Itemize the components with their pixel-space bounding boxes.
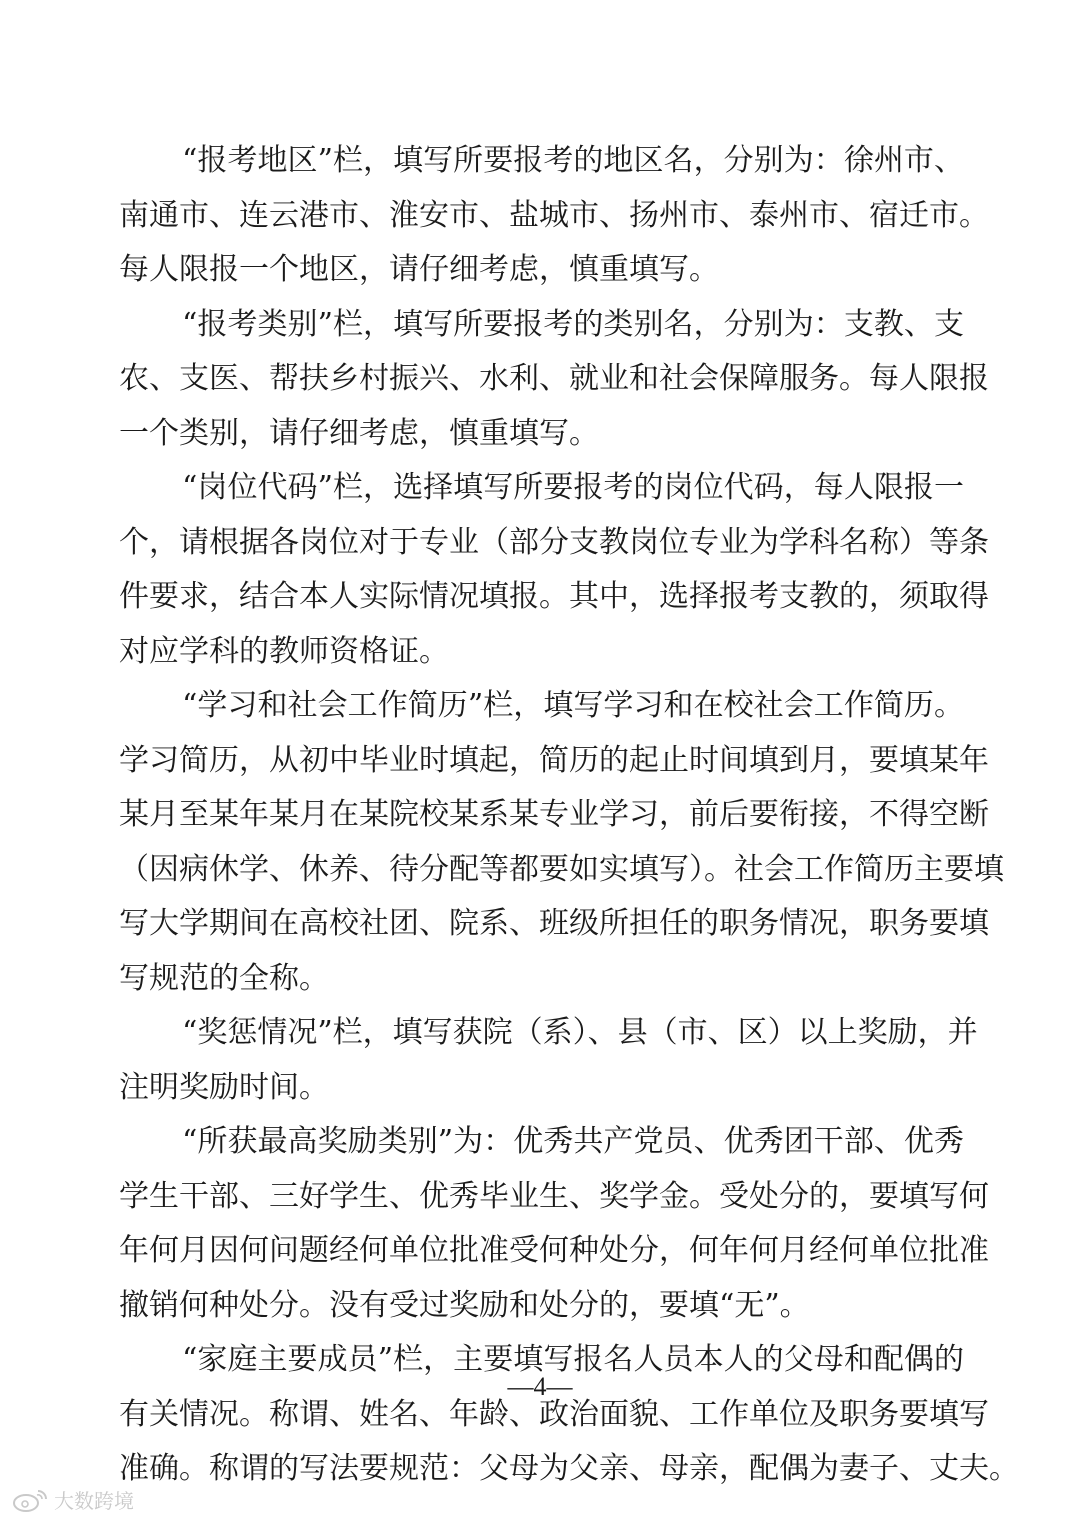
paragraph-line: “家庭主要成员”栏，主要填写报名人员本人的父母和配偶的 bbox=[182, 1342, 964, 1377]
paragraph-highest-award bbox=[119, 1115, 989, 1333]
paragraph-line: 有关情况。称谓、姓名、年龄、政治面貌、工作单位及职务要填写 bbox=[119, 1396, 989, 1432]
paragraph-line: 学习简历，从初中毕业时填起，简历的起止时间填到月，要填某年 bbox=[119, 742, 989, 778]
paragraph-line: “岗位代码”栏，选择填写所要报考的岗位代码，每人限报一 bbox=[182, 470, 964, 505]
paragraph-line: 写规范的全称。 bbox=[119, 960, 329, 996]
paragraph-line: 注明奖励时间。 bbox=[119, 1069, 329, 1105]
paragraph-line: 撤销何种处分。没有受过奖励和处分的，要填“无”。 bbox=[119, 1287, 810, 1323]
paragraph-line: 准确。称谓的写法要规范：父母为父亲、母亲，配偶为妻子、丈夫。 bbox=[119, 1451, 1019, 1486]
paragraph-line: “所获最高奖励类别”为：优秀共产党员、优秀团干部、优秀 bbox=[182, 1124, 964, 1159]
paragraph-region bbox=[119, 134, 989, 298]
paragraph-position-code bbox=[119, 461, 989, 679]
paragraph-line: 每人限报一个地区，请仔细考虑，慎重填写。 bbox=[119, 252, 719, 287]
paragraph-line: 年何月因何问题经何单位批准受何种处分，何年何月经何单位批准 bbox=[119, 1233, 989, 1268]
paragraph-rewards bbox=[119, 1006, 978, 1115]
paragraph-line: “报考类别”栏，填写所要报考的类别名，分别为：支教、支 bbox=[182, 306, 964, 342]
paragraph-line: “奖惩情况”栏，填写获院（系）、县（市、区）以上奖励，并 bbox=[182, 1015, 978, 1050]
paragraph-resume bbox=[119, 679, 1004, 1006]
watermark-text: 大数跨境 bbox=[54, 1489, 134, 1513]
paragraph-category bbox=[119, 298, 989, 462]
paragraph-line: （因病休学、休养、待分配等都要如实填写）。社会工作简历主要填 bbox=[119, 851, 1004, 887]
paragraph-line: “学习和社会工作简历”栏，填写学习和在校社会工作简历。 bbox=[182, 688, 964, 723]
paragraph-line: 某月至某年某月在某院校某系某专业学习，前后要衔接，不得空断 bbox=[119, 797, 989, 832]
page-number: —4— bbox=[507, 1372, 573, 1401]
paragraph-family bbox=[119, 1333, 1019, 1497]
paragraph-line: 个，请根据各岗位对于专业（部分支教岗位专业为学科名称）等条 bbox=[119, 524, 989, 560]
paragraph-line: 农、支医、帮扶乡村振兴、水利、就业和社会保障服务。每人限报 bbox=[119, 361, 989, 396]
weibo-logo-icon bbox=[12, 1487, 50, 1513]
paragraph-line: 件要求，结合本人实际情况填报。其中，选择报考支教的，须取得 bbox=[119, 579, 989, 614]
paragraph-line: 南通市、连云港市、淮安市、盐城市、扬州市、泰州市、宿迁市。 bbox=[119, 197, 989, 233]
paragraph-line: 写大学期间在高校社团、院系、班级所担任的职务情况，职务要填 bbox=[119, 906, 989, 941]
body-text bbox=[119, 134, 1019, 1497]
paragraph-line: 一个类别，请仔细考虑，慎重填写。 bbox=[119, 415, 599, 451]
watermark bbox=[12, 1485, 134, 1514]
paragraph-line: 对应学科的教师资格证。 bbox=[119, 633, 449, 669]
paragraph-line: 学生干部、三好学生、优秀毕业生、奖学金。受处分的，要填写何 bbox=[119, 1178, 989, 1214]
paragraph-line: “报考地区”栏，填写所要报考的地区名，分别为：徐州市、 bbox=[182, 143, 964, 178]
